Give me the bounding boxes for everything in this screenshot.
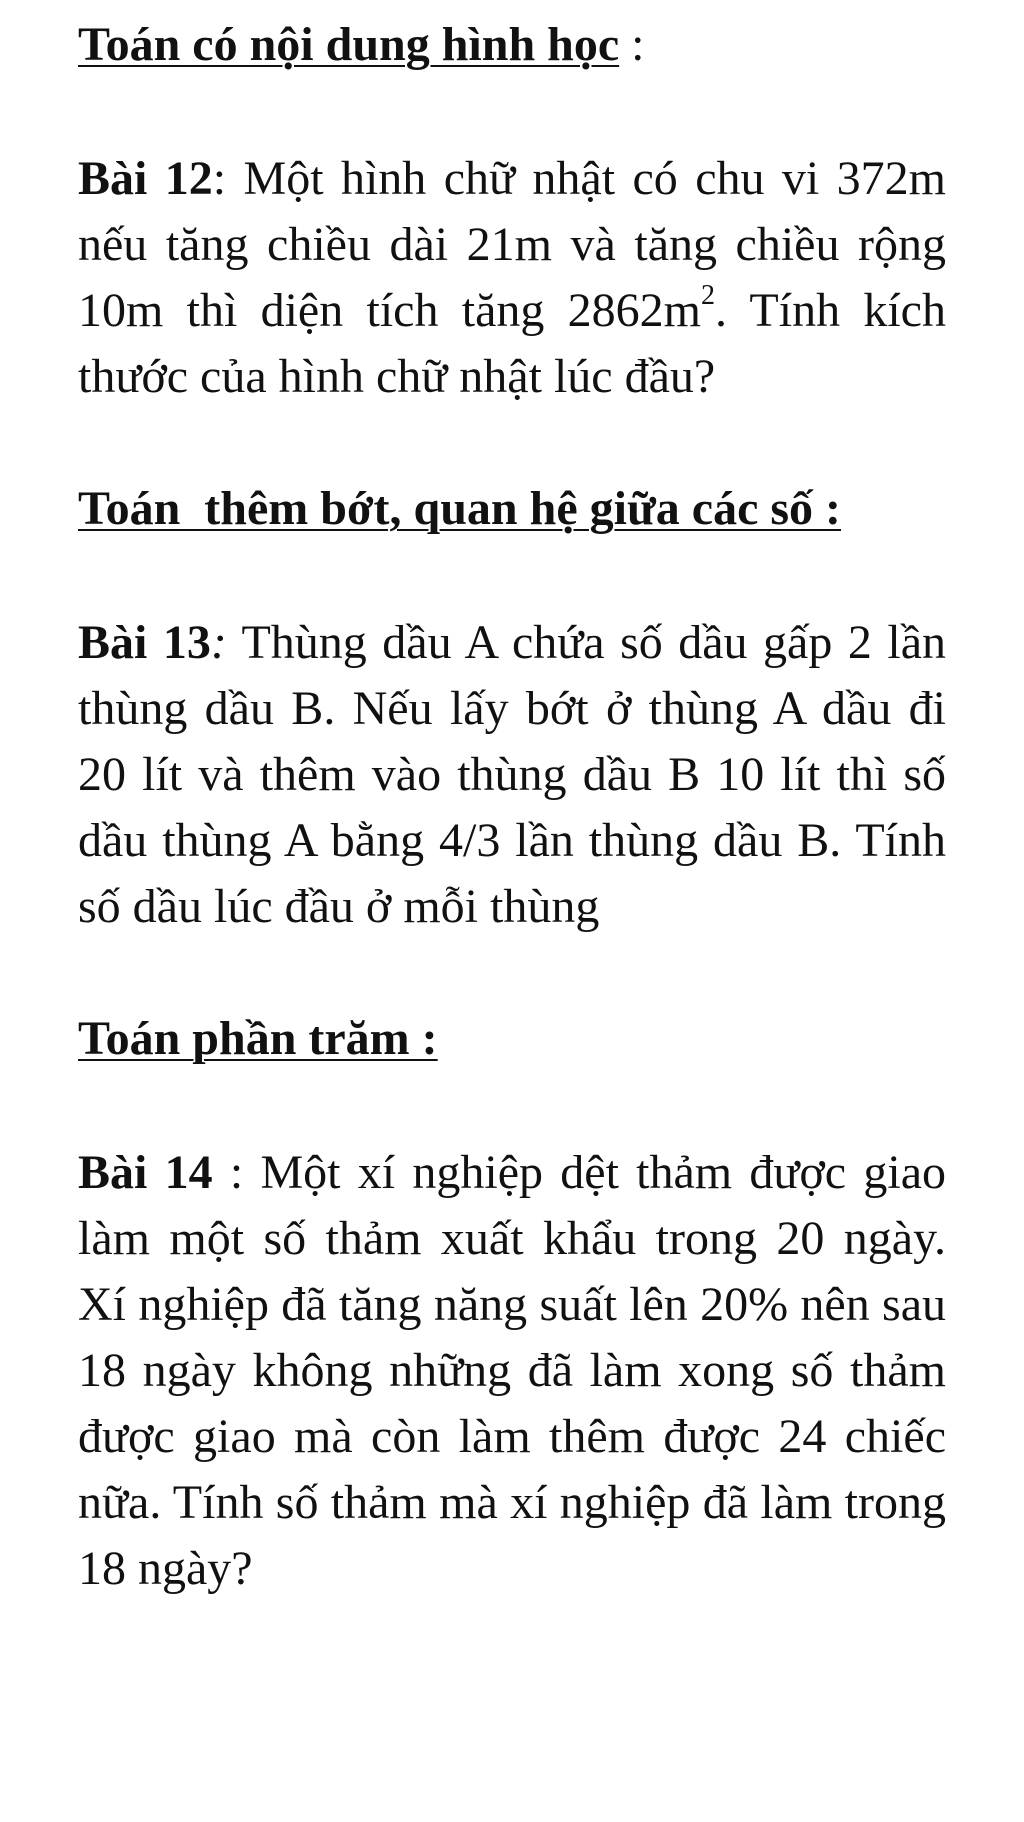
section-heading-text: Toán phần trăm : xyxy=(78,1012,438,1065)
problem-text-continued: . Tính kích thước của hình chữ nhật lúc đầu? xyxy=(78,284,946,403)
problem-13 xyxy=(78,610,946,940)
section-heading-tail: : xyxy=(619,18,645,71)
problem-14 xyxy=(78,1140,946,1602)
spacer xyxy=(78,542,946,610)
problem-label: Bài 12 xyxy=(78,152,213,205)
problem-label: Bài 14 xyxy=(78,1146,213,1199)
superscript: 2 xyxy=(701,280,715,311)
document-page xyxy=(78,12,946,1602)
problem-label: Bài 13 xyxy=(78,616,211,669)
problem-text: Thùng dầu A chứa số dầu gấp 2 lần thùng dầu B. Nếu lấy bớt ở thùng A dầu đi 20 lít và thêm vào thùng dầu B 10 lít thì số dầu thùng A bằng 4/3 lần thùng dầu B. Tính số dầu lúc đầu ở mỗi thùng xyxy=(78,616,946,933)
problem-text: Một hình chữ nhật có chu vi 372m nếu tăng chiều dài 21m và tăng chiều rộng 10m thì diện tích tăng 2862m xyxy=(78,152,946,337)
section-heading-text: Toán thêm bớt, quan hệ giữa các số : xyxy=(78,482,842,535)
problem-separator: : xyxy=(212,1146,244,1199)
section-heading-percent xyxy=(78,1006,946,1072)
problem-separator: : xyxy=(210,616,227,669)
spacer xyxy=(78,940,946,1006)
section-heading-geometry xyxy=(78,12,946,78)
spacer xyxy=(78,1072,946,1140)
problem-separator: : xyxy=(212,152,227,205)
spacer xyxy=(78,410,946,476)
section-heading-add-remove xyxy=(78,476,946,542)
problem-text: Một xí nghiệp dệt thảm được giao làm một số thảm xuất khẩu trong 20 ngày. Xí nghiệp đã tăng năng suất lên 20% nên sau 18 ngày không những đã làm xong số thảm được giao mà còn làm thêm được 24 chiếc nữa. Tính số thảm mà xí nghiệp đã làm trong 18 ngày? xyxy=(78,1146,947,1595)
spacer xyxy=(78,78,946,146)
section-heading-text: Toán có nội dung hình học xyxy=(78,18,620,71)
problem-12 xyxy=(78,146,946,410)
